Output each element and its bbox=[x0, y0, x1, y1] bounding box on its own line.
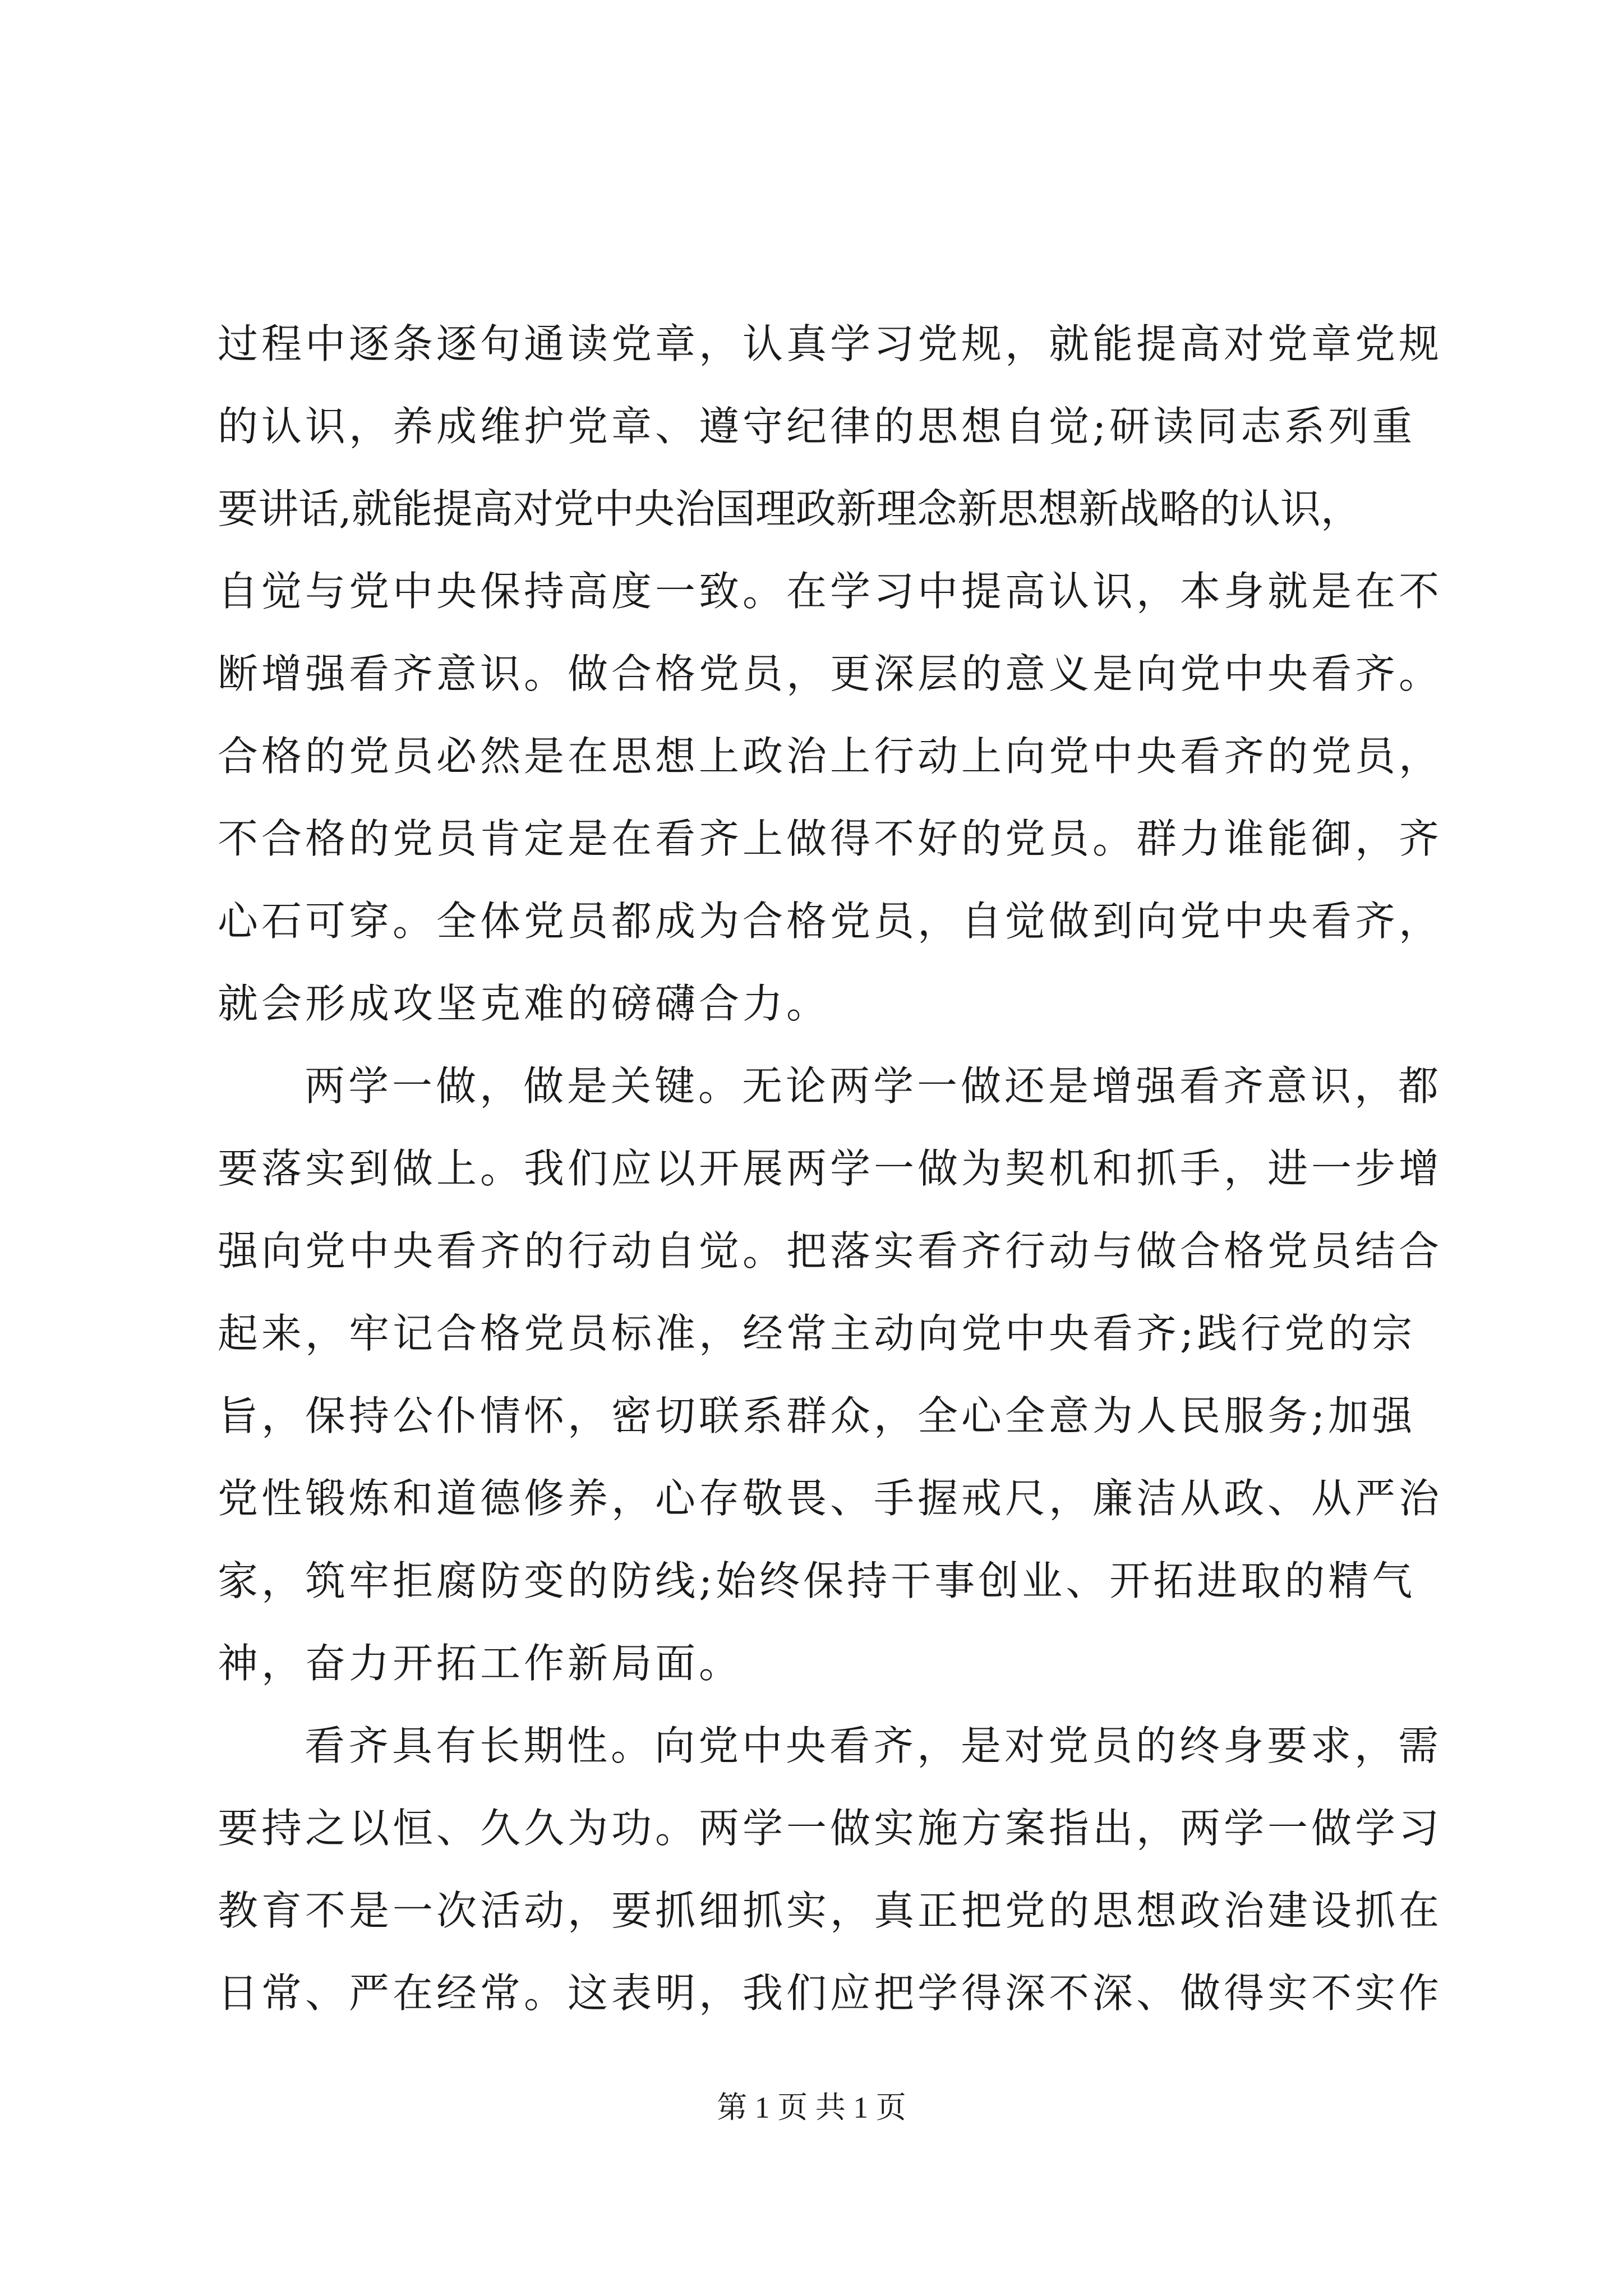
text-line: 过程中逐条逐句通读党章，认真学习党规，就能提高对党章党规 bbox=[218, 320, 1443, 367]
text-line: 家，筑牢拒腐防变的防线;始终保持干事创业、开拓进取的精气 bbox=[218, 1557, 1416, 1604]
text-line: 要落实到做上。我们应以开展两学一做为契机和抓手，进一步增 bbox=[218, 1145, 1443, 1192]
text-line: 心石可穿。全体党员都成为合格党员，自觉做到向党中央看齐， bbox=[218, 898, 1443, 945]
paragraph-first-line: 看齐具有长期性。向党中央看齐，是对党员的终身要求，需 bbox=[305, 1722, 1442, 1769]
page-number-label: 第 1 页 共 1 页 bbox=[717, 2091, 906, 2124]
document-body bbox=[218, 303, 1474, 2035]
text-line: 起来，牢记合格党员标准，经常主动向党中央看齐;践行党的宗 bbox=[218, 1310, 1416, 1357]
text-line: 自觉与党中央保持高度一致。在学习中提高认识，本身就是在不 bbox=[218, 568, 1443, 615]
text-line: 神，奋力开拓工作新局面。 bbox=[218, 1640, 743, 1687]
text-line: 就会形成攻坚克难的磅礴合力。 bbox=[218, 980, 831, 1027]
text-line: 断增强看齐意识。做合格党员，更深层的意义是向党中央看齐。 bbox=[218, 650, 1443, 697]
paragraph-first-line: 两学一做，做是关键。无论两学一做还是增强看齐意识，都 bbox=[305, 1062, 1442, 1110]
text-line: 党性锻炼和道德修养，心存敬畏、手握戒尺，廉洁从政、从严治 bbox=[218, 1475, 1443, 1522]
text-line: 教育不是一次活动，要抓细抓实，真正把党的思想政治建设抓在 bbox=[218, 1887, 1443, 1934]
text-line: 合格的党员必然是在思想上政治上行动上向党中央看齐的党员， bbox=[218, 733, 1443, 780]
text-line: 要讲话,就能提高对党中央治国理政新理念新思想新战略的认识， bbox=[218, 485, 1361, 532]
text-line: 旨，保持公仆情怀，密切联系群众，全心全意为人民服务;加强 bbox=[218, 1392, 1416, 1439]
page-footer bbox=[0, 2088, 1623, 2127]
text-line: 要持之以恒、久久为功。两学一做实施方案指出，两学一做学习 bbox=[218, 1805, 1443, 1852]
text-line: 的认识，养成维护党章、遵守纪律的思想自觉;研读同志系列重 bbox=[218, 403, 1416, 450]
text-line: 强向党中央看齐的行动自觉。把落实看齐行动与做合格党员结合 bbox=[218, 1227, 1443, 1274]
text-line: 不合格的党员肯定是在看齐上做得不好的党员。群力谁能御，齐 bbox=[218, 815, 1443, 862]
text-line: 日常、严在经常。这表明，我们应把学得深不深、做得实不实作 bbox=[218, 1970, 1443, 2017]
